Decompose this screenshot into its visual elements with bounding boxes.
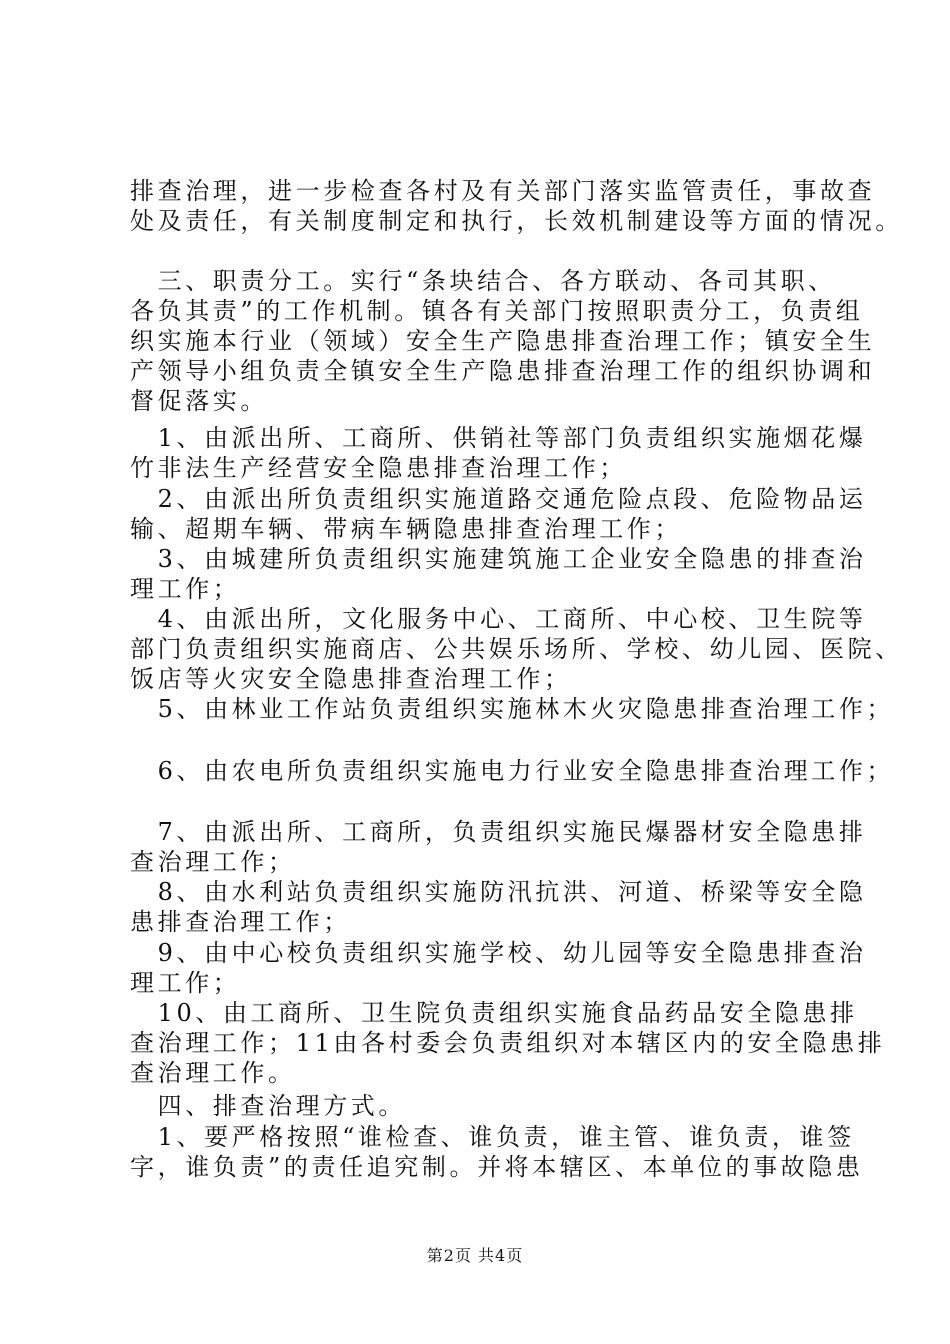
text-line: 8、由水利站负责组织实施防汛抗洪、河道、桥梁等安全隐: [130, 878, 867, 906]
text-line: 患排查治理工作；: [130, 908, 351, 936]
paragraph-item-8: [130, 877, 867, 937]
text-line: 6、由农电所负责组织实施电力行业安全隐患排查治理工作；: [130, 757, 895, 785]
paragraph-section-three: [130, 266, 876, 416]
paragraph-item-9: [130, 938, 867, 998]
paragraph-item-7: [130, 817, 867, 877]
text-line: 理工作；: [130, 575, 241, 603]
text-line: 查治理工作；11由各村委会负责组织对本辖区内的安全隐患排: [130, 1029, 886, 1057]
text-line: 7、由派出所、工商所，负责组织实施民爆器材安全隐患排: [130, 818, 867, 846]
text-line: 4、由派出所，文化服务中心、工商所、中心校、卫生院等: [130, 605, 867, 633]
paragraph-section-four: [130, 1091, 850, 1121]
text-line: 处及责任，有关制度制定和执行，长效机制建设等方面的情况。: [130, 207, 903, 235]
text-line: 部门负责组织实施商店、公共娱乐场所、学校、幼儿园、医院、: [130, 635, 903, 663]
paragraph-item-1: [130, 423, 867, 483]
text-line: 2、由派出所负责组织实施道路交通危险点段、危险物品运: [130, 485, 867, 513]
paragraph-item-5: [130, 694, 895, 724]
text-line: 1、由派出所、工商所、供销社等部门负责组织实施烟花爆: [130, 424, 867, 452]
text-line: 织实施本行业（领域）安全生产隐患排查治理工作；镇安全生: [130, 327, 876, 355]
text-line: 排查治理，进一步检查各村及有关部门落实监管责任，事故查: [130, 177, 876, 205]
text-line: 理工作；: [130, 969, 241, 997]
text-line: 5、由林业工作站负责组织实施林木火灾隐患排查治理工作；: [130, 695, 895, 723]
paragraph-item-6: [130, 756, 895, 786]
page-footer: 第2页 共4页: [426, 1246, 524, 1265]
text-line: 查治理工作；: [130, 848, 296, 876]
text-line: 1、要严格按照“谁检查、谁负责，谁主管、谁负责，谁签: [130, 1123, 855, 1151]
text-line: 3、由城建所负责组织实施建筑施工企业安全隐患的排查治: [130, 545, 867, 573]
text-line: 督促落实。: [130, 387, 268, 415]
paragraph-item-4: [130, 604, 903, 694]
text-line: 饭店等火灾安全隐患排查治理工作；: [130, 665, 572, 693]
text-line: 查治理工作。: [130, 1059, 296, 1087]
text-line: 三、职责分工。实行“条块结合、各方联动、各司其职、: [130, 267, 836, 295]
text-line: 四、排查治理方式。: [130, 1092, 406, 1120]
text-line: 竹非法生产经营安全隐患排查治理工作；: [130, 454, 627, 482]
text-line: 产领导小组负责全镇安全生产隐患排查治理工作的组织协调和: [130, 357, 876, 385]
text-line: 字，谁负责”的责任追究制。并将本辖区、本单位的事故隐患: [130, 1153, 864, 1181]
paragraph-item-2: [130, 484, 867, 544]
text-line: 10、由工商所、卫生院负责组织实施食品药品安全隐患排: [130, 999, 858, 1027]
paragraph-item-10-11: [130, 998, 886, 1088]
text-line: 输、超期车辆、带病车辆隐患排查治理工作；: [130, 515, 682, 543]
text-line: 各负其责”的工作机制。镇各有关部门按照职责分工，负责组: [130, 297, 864, 325]
paragraph-item-3: [130, 544, 867, 604]
text-line: 9、由中心校负责组织实施学校、幼儿园等安全隐患排查治: [130, 939, 867, 967]
paragraph-section-four-item-1: [130, 1122, 864, 1182]
paragraph-intro-continuation: [130, 176, 903, 236]
